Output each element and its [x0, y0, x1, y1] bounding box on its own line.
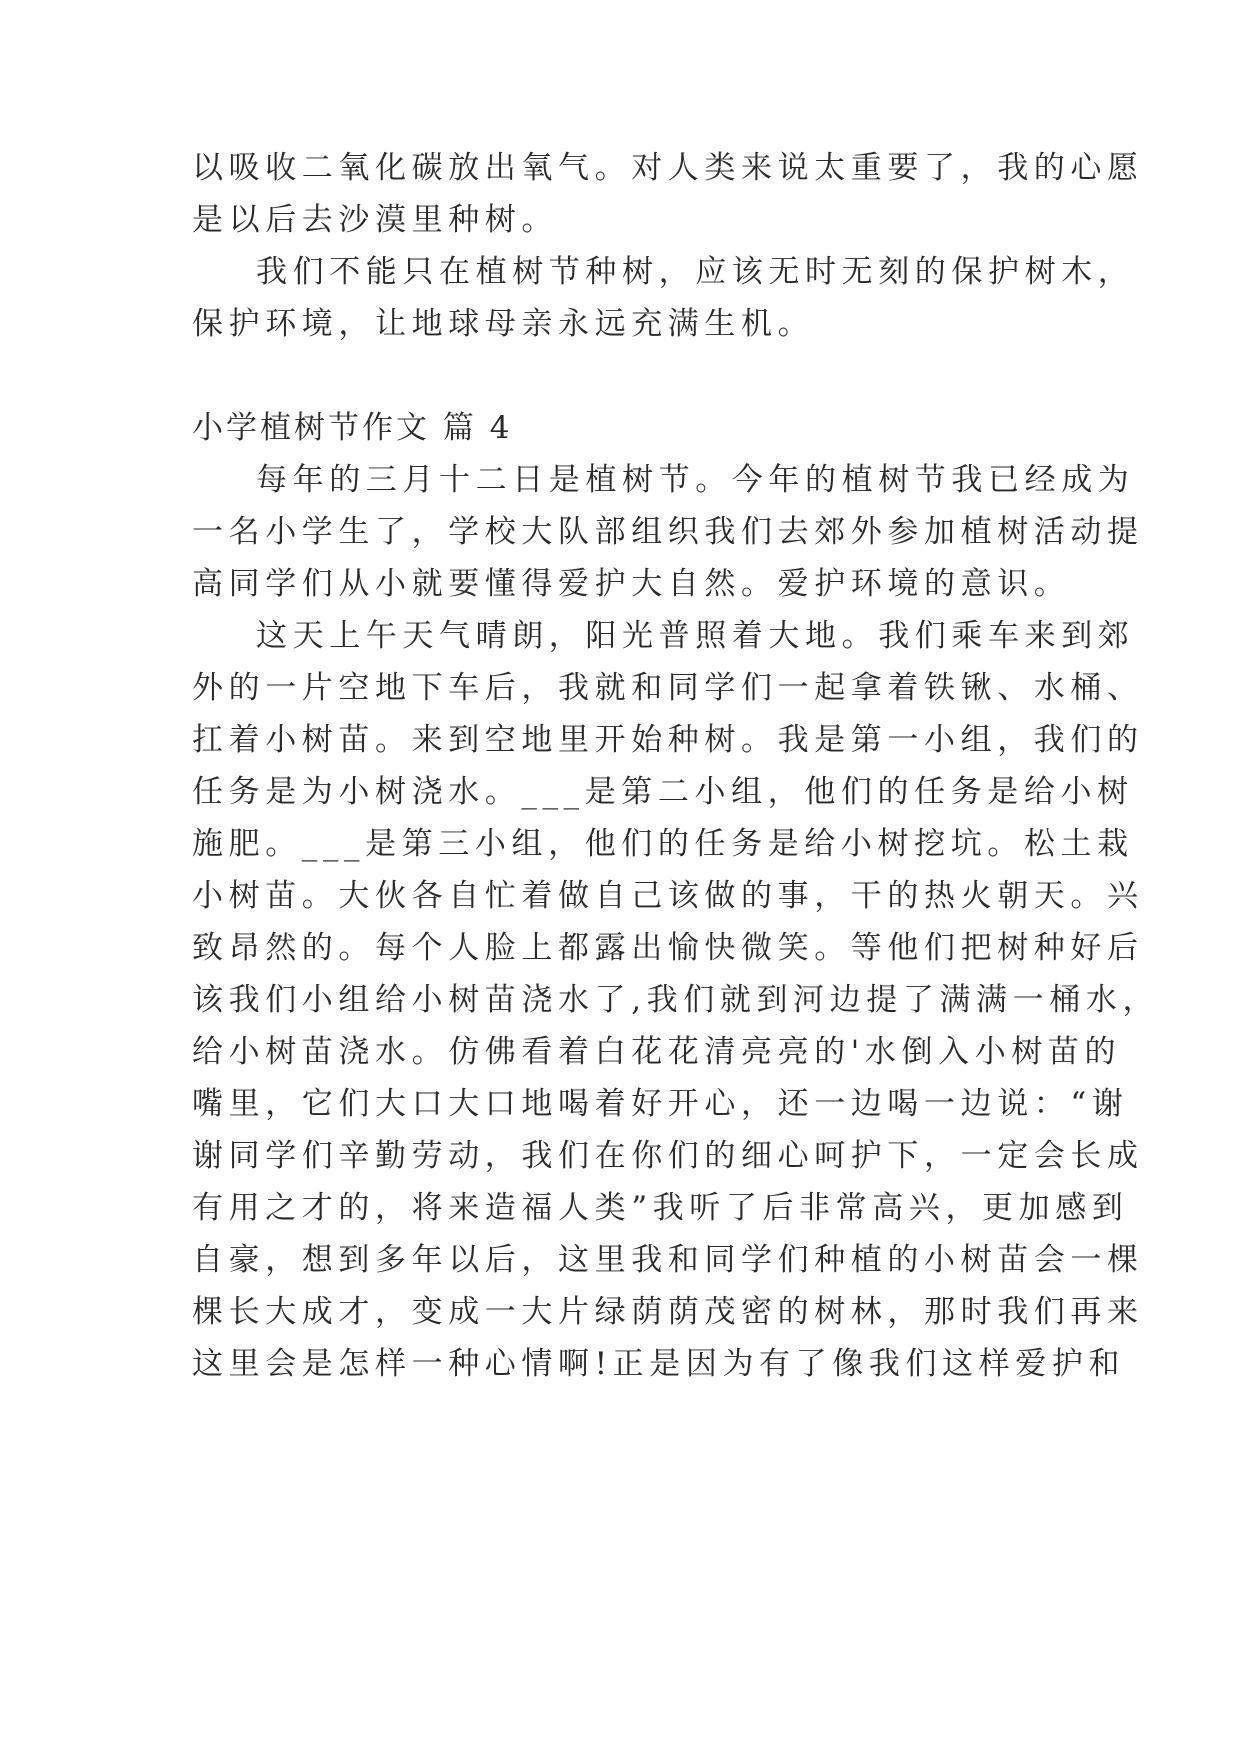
- paragraph-line: 给小树苗浇水。仿佛看着白花花清亮亮的'水倒入小树苗的: [192, 1034, 1122, 1070]
- paragraph-line: 棵长大成才，变成一大片绿荫荫茂密的树林，那时我们再来: [192, 1294, 1144, 1330]
- paragraph-line: 外的一片空地下车后，我就和同学们一起拿着铁锹、水桶、: [192, 670, 1144, 706]
- paragraph-line: 致昂然的。每个人脸上都露出愉快微笑。等他们把树种好后: [192, 930, 1144, 966]
- paragraph-line: 高同学们从小就要懂得爱护大自然。爱护环境的意识。: [192, 566, 1071, 602]
- paragraph-line: 保护环境，让地球母亲永远充满生机。: [192, 306, 815, 342]
- paragraph-line: 是以后去沙漠里种树。: [192, 202, 558, 238]
- paragraph-line: 扛着小树苗。来到空地里开始种树。我是第一小组，我们的: [192, 722, 1144, 758]
- paragraph-line: 该我们小组给小树苗浇水了,我们就到河边提了满满一桶水，: [192, 982, 1160, 1018]
- paragraph-line: 以吸收二氧化碳放出氧气。对人类来说太重要了，我的心愿: [192, 150, 1144, 186]
- paragraph-line: 自豪，想到多年以后，这里我和同学们种植的小树苗会一棵: [192, 1242, 1144, 1278]
- paragraph-line: 一名小学生了，学校大队部组织我们去郊外参加植树活动提: [192, 514, 1144, 550]
- paragraph-line: 这里会是怎样一种心情啊!正是因为有了像我们这样爱护和: [192, 1346, 1126, 1382]
- paragraph-line: 嘴里，它们大口大口地喝着好开心，还一边喝一边说：“谢: [192, 1086, 1129, 1122]
- paragraph-line: 任务是为小树浇水。___是第二小组，他们的任务是给小树: [192, 774, 1134, 810]
- paragraph-line: 有用之才的，将来造福人类”我听了后非常高兴，更加感到: [192, 1190, 1129, 1226]
- paragraph-line: 谢同学们辛勤劳动，我们在你们的细心呵护下，一定会长成: [192, 1138, 1144, 1174]
- paragraph-line: 施肥。___是第三小组，他们的任务是给小树挖坑。松土栽: [192, 826, 1134, 862]
- paragraph-line: 这天上午天气晴朗，阳光普照着大地。我们乘车来到郊: [256, 618, 1135, 654]
- paragraph-line: 小树苗。大伙各自忙着做自己该做的事，干的热火朝天。兴: [192, 878, 1144, 914]
- paragraph-line: 每年的三月十二日是植树节。今年的植树节我已经成为: [256, 462, 1135, 498]
- paragraph-line: 我们不能只在植树节种树，应该无时无刻的保护树木，: [256, 254, 1135, 290]
- section-heading: 小学植树节作文 篇 4: [192, 410, 513, 446]
